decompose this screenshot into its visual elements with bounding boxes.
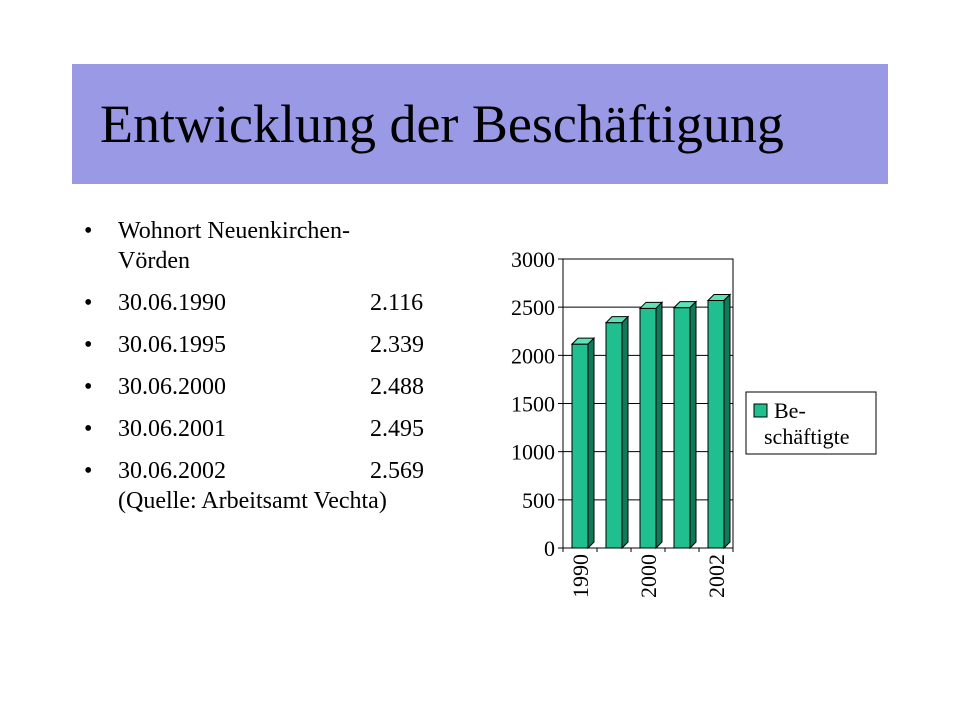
y-tick-label: 1000: [511, 439, 555, 465]
bullet-symbol: •: [84, 374, 93, 400]
x-tick-label: 2002: [704, 554, 729, 598]
bullet-value: 2.339: [370, 332, 424, 358]
bullet-value: 2.488: [370, 374, 424, 400]
bar: [572, 344, 588, 548]
bullet-date: 30.06.2002: [118, 458, 226, 484]
y-tick-label: 500: [522, 487, 555, 513]
bullet-value: 2.495: [370, 416, 424, 442]
bar: [606, 323, 622, 548]
bar-side: [690, 302, 696, 548]
bar-side: [622, 317, 628, 548]
bullet-symbol: •: [84, 290, 93, 316]
bar-side: [724, 295, 730, 548]
bar: [640, 308, 656, 548]
y-tick-label: 2000: [511, 343, 555, 369]
bar: [708, 301, 724, 548]
y-tick-label: 2500: [511, 295, 555, 321]
x-tick-label: 1990: [568, 554, 593, 598]
bullet-date: 30.06.2000: [118, 374, 226, 400]
legend-label: schäftigte: [764, 424, 850, 449]
bullet-symbol: •: [84, 458, 93, 484]
bar: [674, 308, 690, 548]
y-tick-label: 3000: [511, 247, 555, 272]
y-tick-label: 0: [544, 536, 555, 561]
bullet-text-continued: Vörden: [118, 248, 190, 274]
y-tick-label: 1500: [511, 391, 555, 417]
source-note: (Quelle: Arbeitsamt Vechta): [118, 488, 387, 514]
bar-side: [588, 338, 594, 548]
bullet-value: 2.569: [370, 458, 424, 484]
bullet-value: 2.116: [370, 290, 424, 316]
bullet-date: 30.06.1990: [118, 290, 226, 316]
page-title: Entwicklung der Beschäftigung: [100, 94, 784, 154]
x-tick-label: 2000: [636, 554, 661, 598]
legend-swatch: [754, 404, 767, 417]
bar-side: [656, 302, 662, 548]
bullet-symbol: •: [84, 332, 93, 358]
bullet-symbol: •: [84, 218, 93, 244]
bullet-date: 30.06.1995: [118, 332, 226, 358]
bullet-text: Wohnort Neuenkirchen-: [118, 218, 350, 244]
bullet-date: 30.06.2001: [118, 416, 226, 442]
bullet-symbol: •: [84, 416, 93, 442]
legend-label: Be-: [774, 398, 806, 423]
